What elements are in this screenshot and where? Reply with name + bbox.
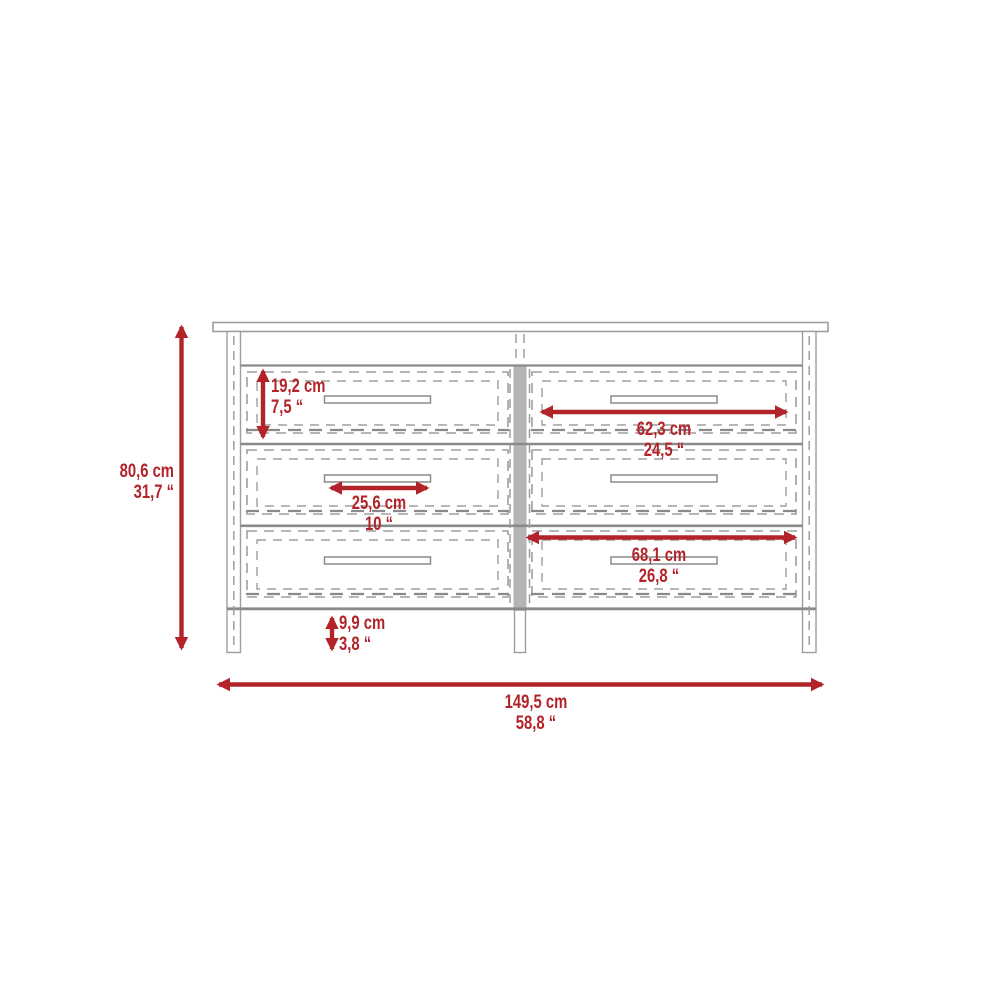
overall-width-in: 58,8 “ xyxy=(515,713,557,735)
overall-height-in: 31,7 “ xyxy=(133,482,174,504)
overall-width-cm: 149,5 cm xyxy=(504,692,568,713)
leg-height-cm: 9,9 cm xyxy=(339,613,386,634)
overall-width-label xyxy=(458,692,614,735)
top-drawer-width-cm: 62,3 cm xyxy=(636,419,692,440)
bottom-drawer-width-label xyxy=(581,545,737,588)
leg-height-label xyxy=(339,613,385,656)
center-divider xyxy=(514,365,527,610)
handle-width-label xyxy=(301,493,457,536)
top-drawer-width-label xyxy=(586,419,742,462)
center-leg xyxy=(515,610,526,653)
drawer-handle xyxy=(325,557,431,564)
top-drawer-height-cm: 19,2 cm xyxy=(271,376,326,397)
top-drawer-width-in: 24,5 “ xyxy=(643,440,685,462)
handle-width-in: 10 “ xyxy=(364,514,394,536)
top-drawer-height-label xyxy=(271,376,325,419)
bottom-drawer-width-in: 26,8 “ xyxy=(638,566,680,588)
top-drawer-height-in: 7,5 “ xyxy=(271,397,304,419)
overall-height-label xyxy=(49,461,174,504)
drawer-handle xyxy=(325,475,431,482)
overall-height-cm: 80,6 cm xyxy=(119,461,174,482)
leg-height-in: 3,8 “ xyxy=(339,634,372,656)
dresser-top-panel xyxy=(213,323,828,332)
bottom-drawer-width-cm: 68,1 cm xyxy=(631,545,687,566)
drawer-row3-left xyxy=(246,531,509,597)
drawer-handle xyxy=(611,396,717,403)
drawer-handle xyxy=(611,475,717,482)
drawer-handle xyxy=(325,396,431,403)
handle-width-cm: 25,6 cm xyxy=(351,493,407,514)
